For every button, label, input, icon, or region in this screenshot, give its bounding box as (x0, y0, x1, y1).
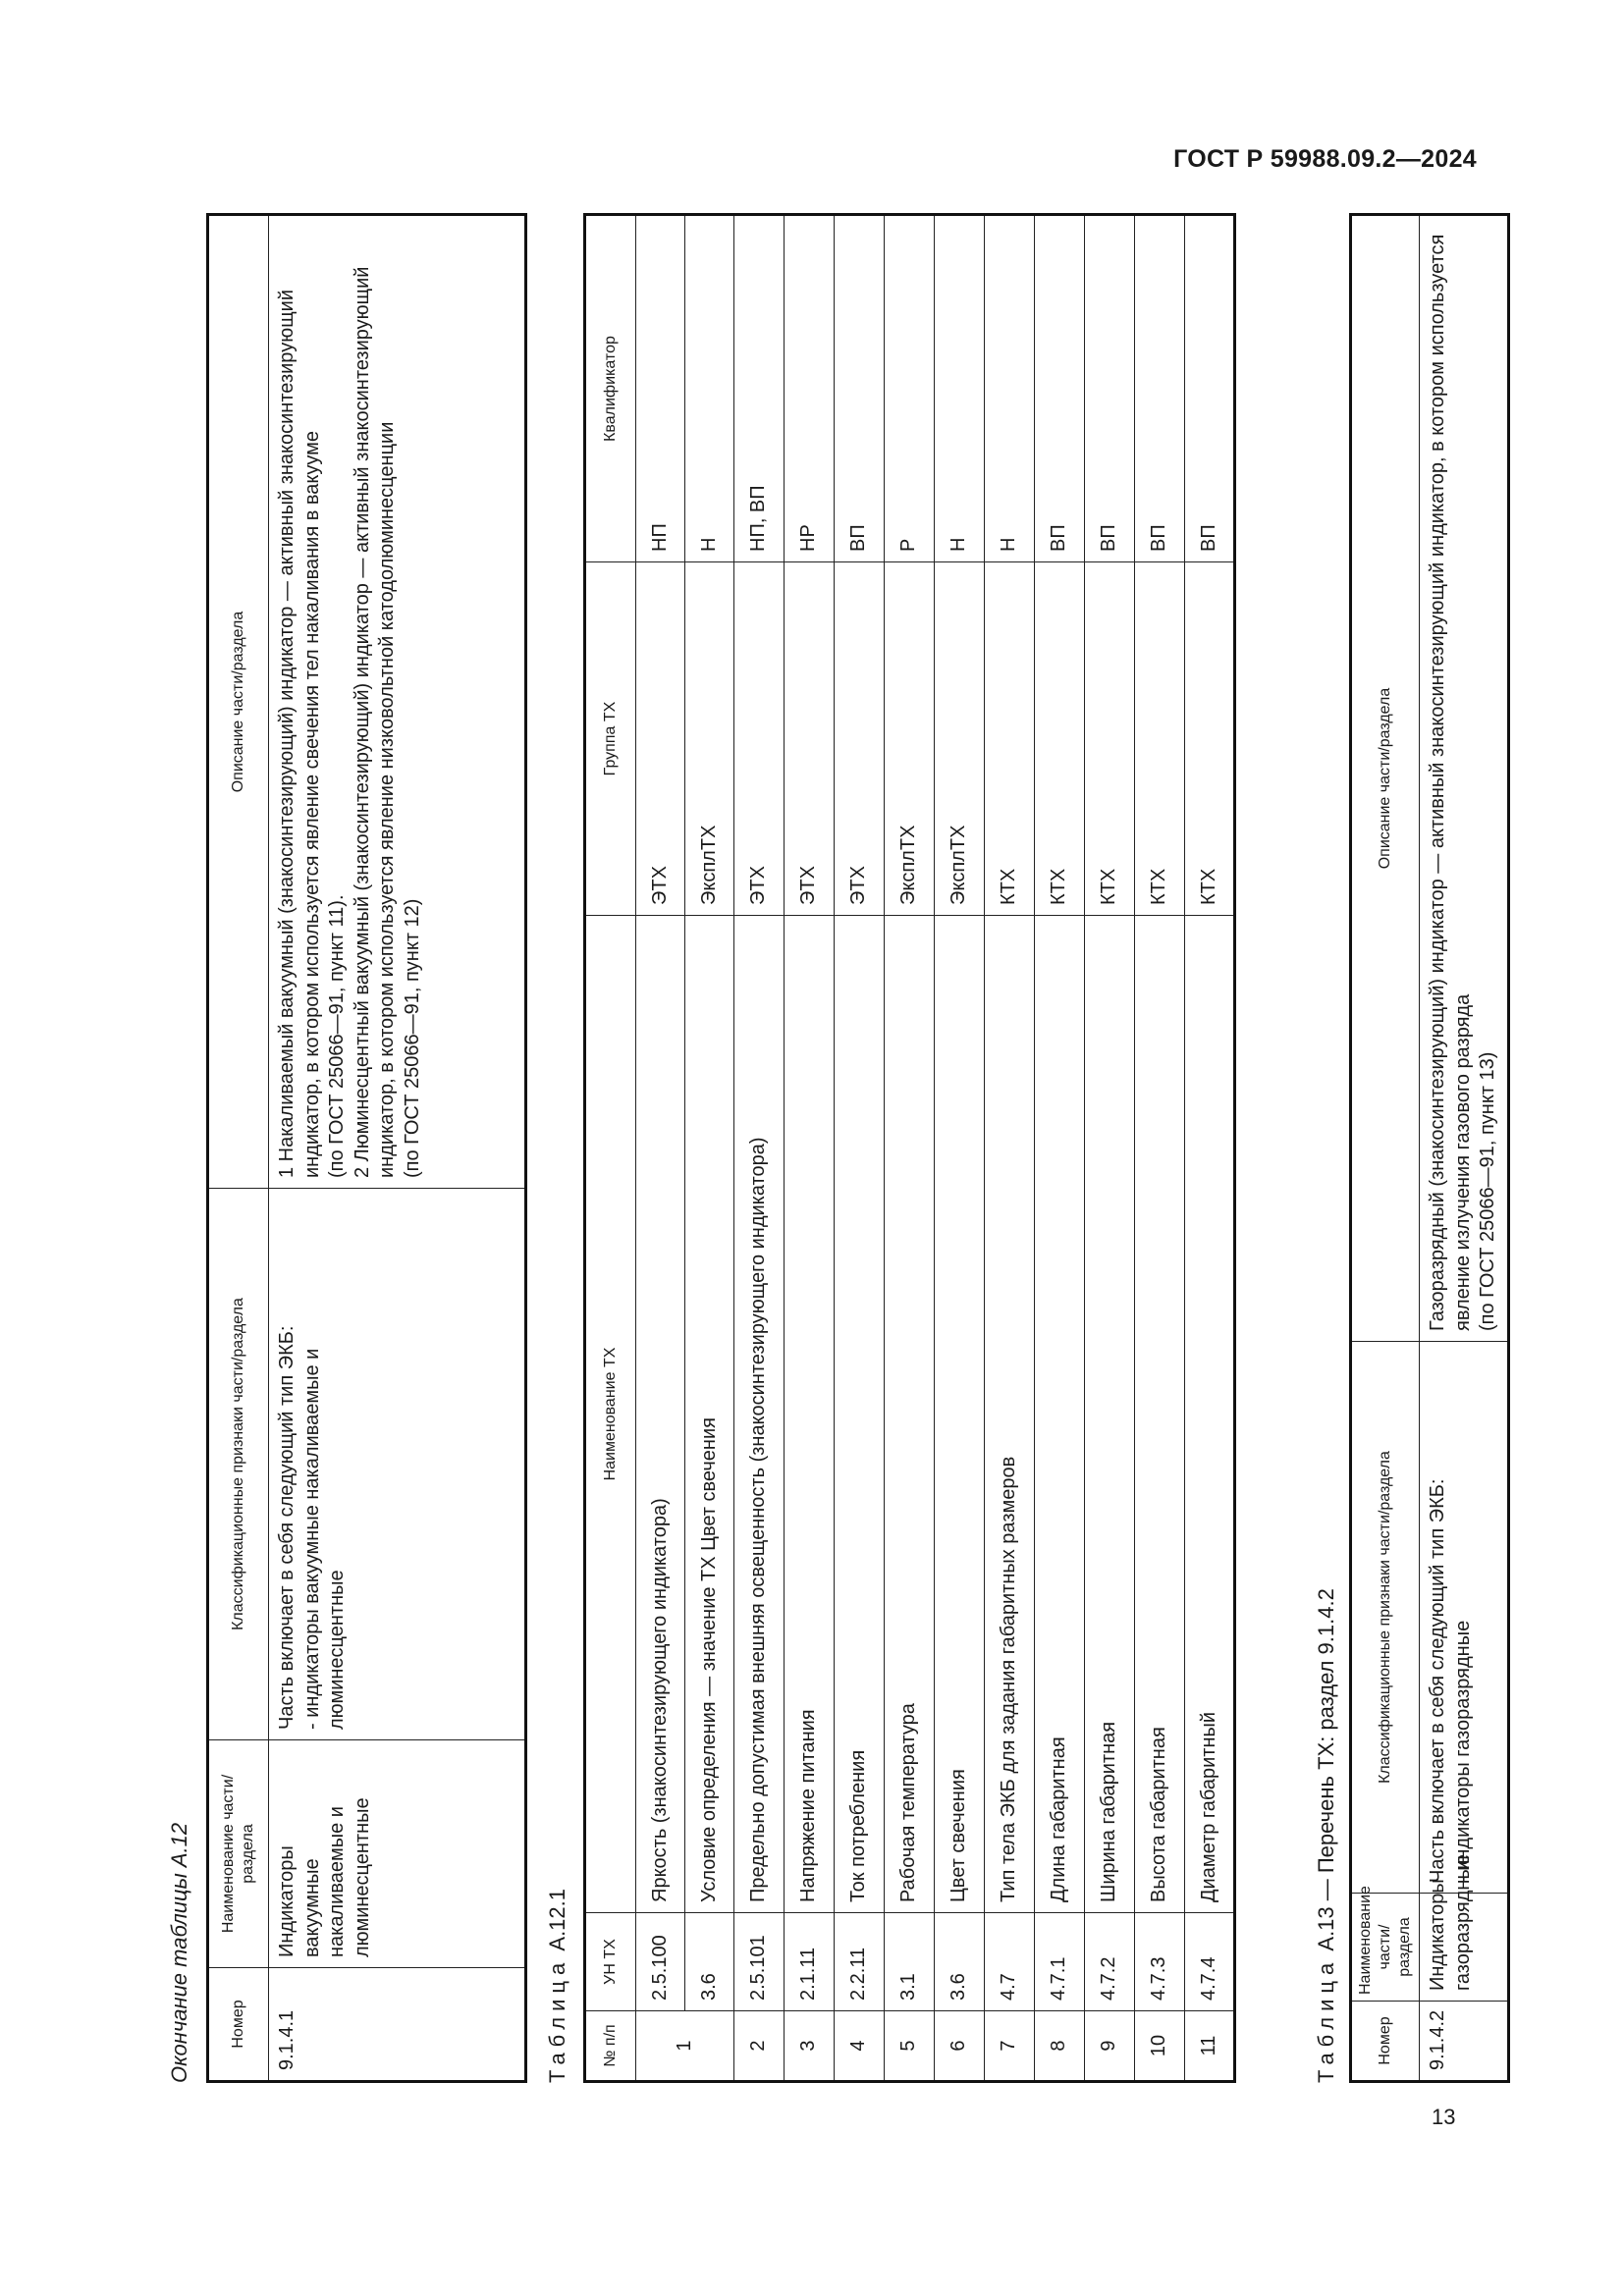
row-number: 1 (636, 2011, 734, 2082)
col-name: Наименование части/раздела (1351, 1894, 1420, 2002)
row-name: Рабочая температура (885, 916, 935, 1913)
table-row (785, 215, 835, 2082)
row-name: Высота габаритная (1135, 916, 1185, 1913)
caption-rest: А.13 — Перечень ТХ: раздел 9.1.4.2 (1314, 1588, 1338, 1951)
table-row (734, 215, 785, 2082)
standard-code: ГОСТ Р 59988.09.2—2024 (1173, 145, 1477, 173)
row-code: 3.6 (935, 1913, 985, 2011)
row-code: 3.6 (685, 1913, 734, 2011)
row-code: 2.1.11 (785, 1913, 835, 2011)
row-code: 2.5.101 (734, 1913, 785, 2011)
row-group: ЭксплТХ (685, 562, 734, 916)
table-row (935, 215, 985, 2082)
row-qualifier: НП (636, 215, 685, 562)
table-a12-end-caption: Окончание таблицы А.12 (167, 1822, 191, 2083)
row-qualifier: Н (985, 215, 1035, 562)
col-tx-name: Наименование ТХ (585, 916, 636, 1913)
col-number: Номер (208, 1968, 269, 2082)
table-row (985, 215, 1035, 2082)
page-number: 13 (1432, 2105, 1456, 2129)
row-code: 4.7.4 (1185, 1913, 1235, 2011)
table-a12-end (206, 213, 527, 2083)
col-code: УН ТХ (585, 1913, 636, 2011)
col-qualifier: Квалификатор (585, 215, 636, 562)
row-number: 5 (885, 2011, 935, 2082)
cell-name: Индикаторы газоразрядные (1420, 1894, 1509, 2002)
row-name: Длина габаритная (1035, 916, 1085, 1913)
table-row (1135, 215, 1185, 2082)
row-number: 9 (1085, 2011, 1135, 2082)
cell-features: Часть включает в себя следующий тип ЭКБ: - индикаторы вакуумные накаливаемые и люминесцентные (269, 1189, 526, 1740)
row-name: Яркость (знакосинтезирующего индикатора) (636, 916, 685, 1913)
row-group: ЭТХ (734, 562, 785, 916)
row-name: Цвет свечения (935, 916, 985, 1913)
cell-name: Индикаторы вакуумные накаливаемые и люминесцентные (269, 1740, 526, 1968)
caption-id: А.12.1 (545, 1889, 569, 1951)
row-qualifier: НР (785, 215, 835, 562)
row-qualifier: ВП (1185, 215, 1235, 562)
row-number: 8 (1035, 2011, 1085, 2082)
row-code: 2.5.100 (636, 1913, 685, 2011)
row-code: 4.7.3 (1135, 1913, 1185, 2011)
row-group: ЭТХ (636, 562, 685, 916)
row-number: 4 (835, 2011, 885, 2082)
table-row (1185, 215, 1235, 2082)
cell-description: 1 Накаливаемый вакуумный (знакосинтезирующий) индикатор — активный знакосинтезирующий индикатор, в котором используется явление свечения тел накаливания в вакууме (по ГОСТ 25066—91, пункт 11). 2 Люминесцентный вакуумный (знакосинтезирующий) индикатор — активный знакосинтезирующий индикатор, в котором используется явление низковольтной катодолюминесценции (по ГОСТ 25066—91, пункт 12) (269, 215, 526, 1189)
row-name: Условие определения — значение ТХ Цвет свечения (685, 916, 734, 1913)
table-row (835, 215, 885, 2082)
row-number: 10 (1135, 2011, 1185, 2082)
row-number: 2 (734, 2011, 785, 2082)
row-code: 4.7.1 (1035, 1913, 1085, 2011)
col-description: Описание части/раздела (208, 215, 269, 1189)
row-name: Ток потребления (835, 916, 885, 1913)
row-group: КТХ (1085, 562, 1135, 916)
table-row (1035, 215, 1085, 2082)
col-number: Номер (1351, 2002, 1420, 2082)
row-code: 2.2.11 (835, 1913, 885, 2011)
cell-description: Газоразрядный (знакосинтезирующий) индикатор — активный знакосинтезирующий индикатор, в котором используется явление излучения газового разряда (по ГОСТ 25066—91, пункт 13) (1420, 215, 1509, 1342)
row-group: ЭТХ (835, 562, 885, 916)
table-a121 (583, 213, 1236, 2083)
cell-number: 9.1.4.2 (1420, 2002, 1509, 2082)
table-row (1085, 215, 1135, 2082)
row-qualifier: НП, ВП (734, 215, 785, 562)
row-group: КТХ (1135, 562, 1185, 916)
row-code: 3.1 (885, 1913, 935, 2011)
caption-prefix: Таблица (1314, 1956, 1338, 2083)
row-number: 11 (1185, 2011, 1235, 2082)
table-a13 (1349, 213, 1510, 2083)
table-row (636, 215, 685, 2082)
col-tx-group: Группа ТХ (585, 562, 636, 916)
row-name: Диаметр габаритный (1185, 916, 1235, 1913)
row-qualifier: ВП (1085, 215, 1135, 562)
row-name: Тип тела ЭКБ для задания габаритных размеров (985, 916, 1035, 1913)
row-number: 6 (935, 2011, 985, 2082)
row-qualifier: Н (685, 215, 734, 562)
row-number: 7 (985, 2011, 1035, 2082)
row-name: Ширина габаритная (1085, 916, 1135, 1913)
col-pp: № п/п (585, 2011, 636, 2082)
landscape-content (159, 216, 1499, 2083)
row-qualifier: Р (885, 215, 935, 562)
row-group: ЭТХ (785, 562, 835, 916)
row-qualifier: ВП (835, 215, 885, 562)
table-row (885, 215, 935, 2082)
row-group: КТХ (985, 562, 1035, 916)
row-group: КТХ (1185, 562, 1235, 916)
row-code: 4.7 (985, 1913, 1035, 2011)
row-group: КТХ (1035, 562, 1085, 916)
row-group: ЭксплТХ (885, 562, 935, 916)
cell-number: 9.1.4.1 (269, 1968, 526, 2082)
cell-features: Часть включает в себя следующий тип ЭКБ: - индикаторы газоразрядные (1420, 1342, 1509, 1894)
col-features: Классификационные признаки части/раздела (1351, 1342, 1420, 1894)
row-qualifier: ВП (1135, 215, 1185, 562)
table-row (685, 215, 734, 2082)
row-qualifier: Н (935, 215, 985, 562)
row-name: Напряжение питания (785, 916, 835, 1913)
row-qualifier: ВП (1035, 215, 1085, 562)
col-features: Классификационные признаки части/раздела (208, 1189, 269, 1740)
row-code: 4.7.2 (1085, 1913, 1135, 2011)
row-group: ЭксплТХ (935, 562, 985, 916)
caption-prefix: Таблица (545, 1956, 569, 2083)
table-a121-caption (545, 1889, 570, 2083)
col-name: Наименование части/раздела (208, 1740, 269, 1968)
col-description: Описание части/раздела (1351, 215, 1420, 1342)
row-name: Предельно допустимая внешняя освещенность (знакосинтезирующего индикатора) (734, 916, 785, 1913)
row-number: 3 (785, 2011, 835, 2082)
table-a13-caption (1314, 1588, 1339, 2083)
